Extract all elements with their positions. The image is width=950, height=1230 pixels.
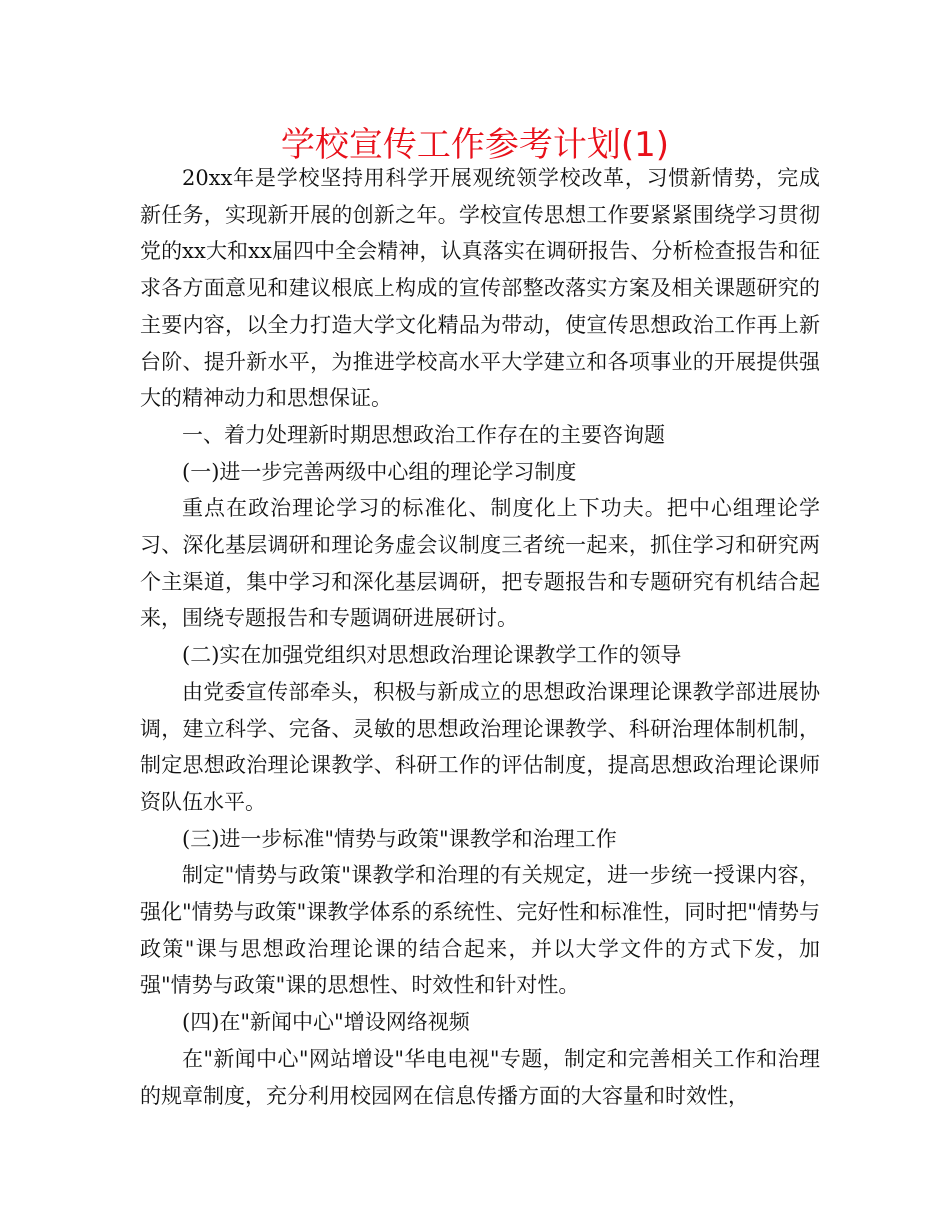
subsection-heading-3: (三)进一步标准"情势与政策"课教学和治理工作 <box>182 826 617 851</box>
subsection-heading-1: (一)进一步完善两级中心组的理论学习制度 <box>182 459 577 484</box>
section-heading-1: 一、着力处理新时期思想政治工作存在的主要咨询题 <box>182 422 665 447</box>
paragraph-3: 制定"情势与政策"课教学和治理的有关规定，进一步统一授课内容，强化"情势与政策"课教学体系的系统性、完好性和标准性，同时把"情势与政策"课与思想政治理论课的结合起来，并以大学文件的方式下发，加强"情势与政策"课的思想性、时效性和针对性。 <box>140 863 820 998</box>
subsection-heading-4: (四)在"新闻中心"增设网络视频 <box>182 1010 470 1035</box>
paragraph-4: 在"新闻中心"网站增设"华电电视"专题，制定和完善相关工作和治理的规章制度，充分利用校园网在信息传播方面的大容量和时效性， <box>140 1046 820 1108</box>
document-title: 学校宣传工作参考计划(1) <box>280 125 670 165</box>
paragraph-intro: 20xx年是学校坚持用科学开展观统领学校改革，习惯新情势，完成新任务，实现新开展的创新之年。学校宣传思想工作要紧紧围绕学习贯彻党的xx大和xx届四中全会精神，认真落实在调研报告、分析检查报告和征求各方面意见和建议根底上构成的宣传部整改落实方案及相关课题研究的主要内容，以全力打造大学文化精品为带动，使宣传思想政治工作再上新台阶、提升新水平，为推进学校高水平大学建立和各项事业的开展提供强大的精神动力和思想保证。 <box>140 166 820 411</box>
document-body <box>140 160 820 1114</box>
paragraph-2: 由党委宣传部牵头，积极与新成立的思想政治课理论课教学部进展协调，建立科学、完备、灵敏的思想政治理论课教学、科研治理体制机制，制定思想政治理论课教学、科研工作的评估制度，提高思想政治理论课师资队伍水平。 <box>140 679 820 814</box>
paragraph-1: 重点在政治理论学习的标准化、制度化上下功夫。把中心组理论学习、深化基层调研和理论务虚会议制度三者统一起来，抓住学习和研究两个主渠道，集中学习和深化基层调研，把专题报告和专题研究有机结合起来，围绕专题报告和专题调研进展研讨。 <box>140 496 820 631</box>
subsection-heading-2: (二)实在加强党组织对思想政治理论课教学工作的领导 <box>182 643 682 668</box>
